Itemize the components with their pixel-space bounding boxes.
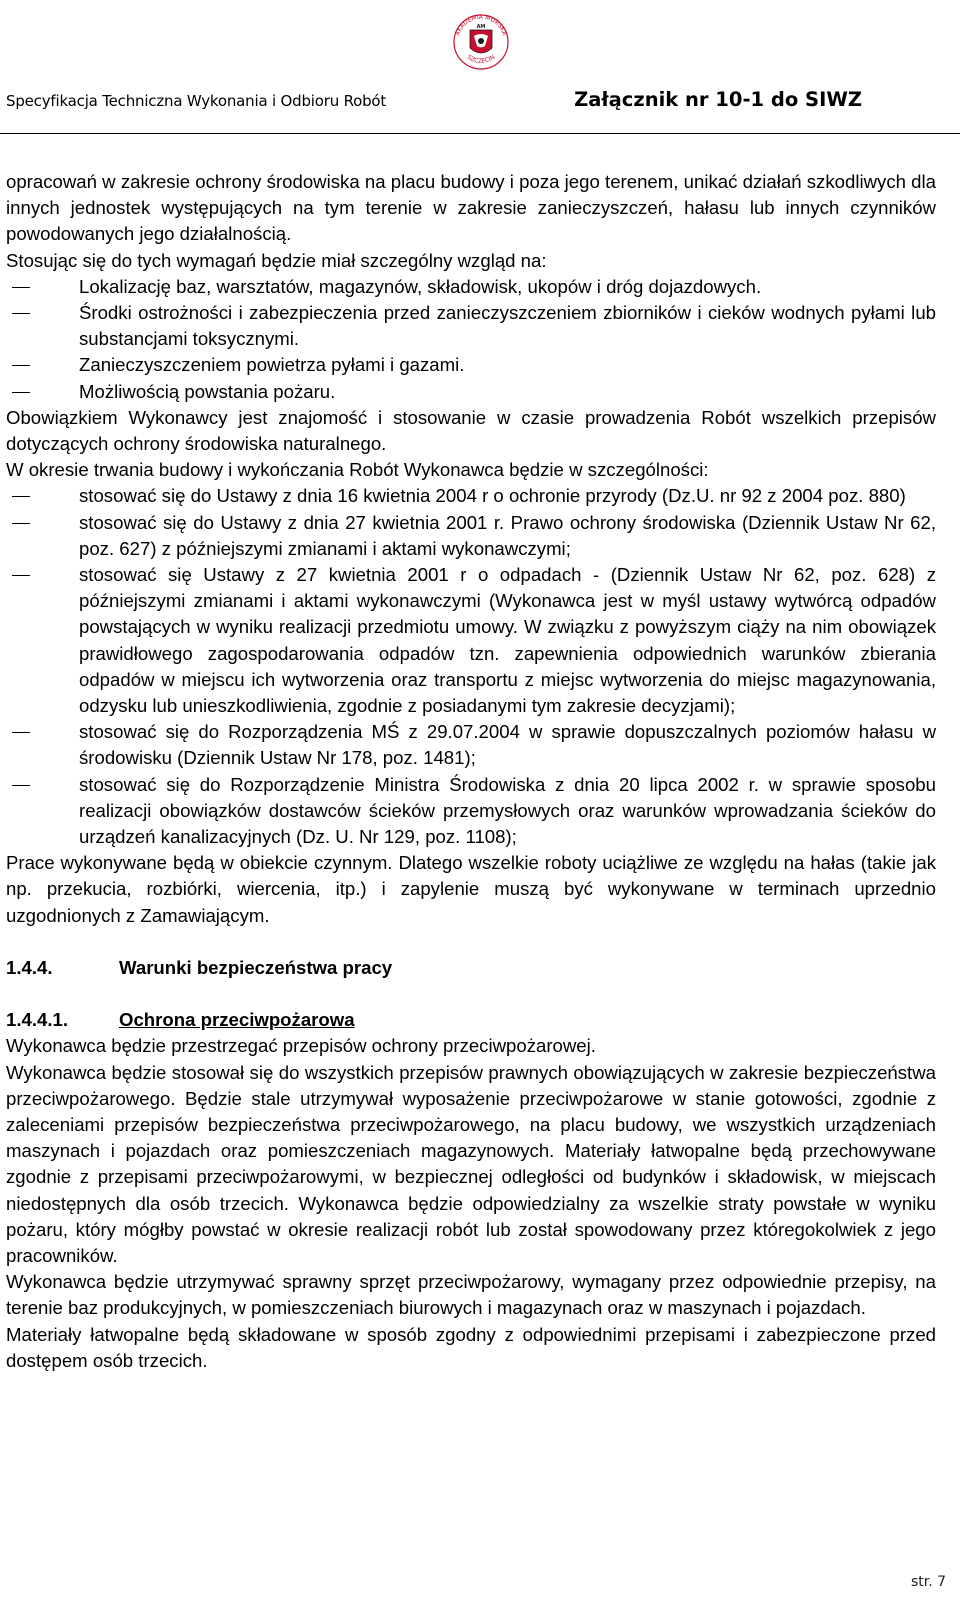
dash-bullet-icon (12, 392, 30, 393)
header-divider (0, 133, 960, 134)
document-title: Specyfikacja Techniczna Wykonania i Odbioru Robót (6, 92, 387, 110)
paragraph: opracowań w zakresie ochrony środowiska na placu budowy i poza jego terenem, unikać działań szkodliwych dla innych jednostek występujących na tym terenie w zakresie zanieczyszczeń, hałasu lub innych czynników powodowanych jego działalnością. (6, 171, 936, 245)
logo-ring-text: AKADEMIA MORSKA (454, 13, 508, 37)
regulations-list (6, 483, 936, 850)
requirements-list (6, 274, 936, 405)
list-item: stosować się do Rozporządzenia MŚ z 29.07.2004 w sprawie dopuszczalnych poziomów hałasu w środowisku (Dziennik Ustaw Nr 178, poz. 1481); (6, 719, 936, 771)
list-item: stosować się do Ustawy z dnia 16 kwietnia 2004 r o ochronie przyrody (Dz.U. nr 92 z 2004 poz. 880) (6, 483, 936, 509)
svg-text:AM: AM (476, 24, 486, 30)
paragraph: Wykonawca będzie utrzymywać sprawny sprzęt przeciwpożarowy, wymagany przez odpowiednie przepisy, na terenie baz produkcyjnych, w pomieszczeniach biurowych i magazynach oraz w maszynach i pojazdach. (6, 1271, 936, 1319)
section-heading (6, 955, 936, 981)
section-number: 1.4.4. (6, 956, 53, 978)
list-item: Zanieczyszczeniem powietrza pyłami i gazami. (6, 352, 936, 378)
subsection-title: Ochrona przeciwpożarowa (119, 1009, 355, 1031)
dash-bullet-icon (12, 523, 30, 524)
academy-logo (452, 2, 510, 78)
list-item: Możliwością powstania pożaru. (6, 379, 936, 405)
list-item: stosować się do Ustawy z dnia 27 kwietnia 2001 r. Prawo ochrony środowiska (Dziennik Ustaw Nr 62, poz. 627) z późniejszymi zmianami i aktami wykonawczymi; (6, 510, 936, 562)
dash-bullet-icon (12, 785, 30, 786)
paragraph: Stosując się do tych wymagań będzie miał szczególny wzgląd na: (6, 249, 547, 271)
paragraph: Wykonawca będzie przestrzegać przepisów ochrony przeciwpożarowej. (6, 1035, 596, 1057)
list-item: Lokalizację baz, warsztatów, magazynów, składowisk, ukopów i dróg dojazdowych. (6, 274, 936, 300)
svg-text:SZCZECIN: SZCZECIN (465, 53, 497, 65)
subsection-number: 1.4.4.1. (6, 1009, 69, 1031)
list-item: stosować się Ustawy z 27 kwietnia 2001 r o odpadach - (Dziennik Ustaw Nr 62, poz. 628) z późniejszymi zmianami i aktami wykonawczymi (Wykonawca jest w myśl ustawy wytwórcą odpadów powstających w wyniku realizacji przedmiotu umowy. W związku z powyższym ciąży na nim obowiązek prawidłowego zagospodarowania odpadów tzn. zapewnienia odpowiednich warunków zbierania odpadów w miejscu ich wytworzenia oraz transportu z miejsc wytworzenia do miejsc magazynowania, odzysku lub unieszkodliwienia, zgodnie z posiadanymi tym zakresie decyzjami); (6, 562, 936, 719)
list-item: Środki ostrożności i zabezpieczenia przed zanieczyszczeniem zbiorników i cieków wodnych pyłami lub substancjami toksycznymi. (6, 300, 936, 352)
dash-bullet-icon (12, 496, 30, 497)
paragraph: W okresie trwania budowy i wykończania Robót Wykonawca będzie w szczególności: (6, 459, 709, 481)
attachment-label: Załącznik nr 10-1 do SIWZ (574, 88, 862, 111)
subsection-heading (6, 1007, 936, 1033)
dash-bullet-icon (12, 732, 30, 733)
dash-bullet-icon (12, 575, 30, 576)
paragraph: Wykonawca będzie stosował się do wszystkich przepisów prawnych obowiązujących w zakresie bezpieczeństwa przeciwpożarowego. Będzie stale utrzymywał wyposażenie przeciwpożarowe w stanie gotowości, zgodnie z zaleceniami przepisów bezpieczeństwa przeciwpożarowego, na placu budowy, we wszystkich urządzeniach maszynach i pojazdach oraz pomieszczeniach magazynowych. Materiały łatwopalne będą przechowywane zgodnie z przepisami przeciwpożarowymi, w bezpiecznej odległości od budynków i składowisk, w miejscach niedostępnych dla osób trzecich. Wykonawca będzie odpowiedzialny za wszelkie straty powstałe w wyniku pożaru, który mógłby powstać w okresie realizacji robót lub został spowodowany przez któregokolwiek z jego pracowników. (6, 1061, 936, 1266)
dash-bullet-icon (12, 365, 30, 366)
paragraph: Prace wykonywane będą w obiekcie czynnym. Dlatego wszelkie roboty uciążliwe ze względu na hałas (takie jak np. przekucia, rozbiórki, wiercenia, itp.) i zapylenie muszą być wykonywane w terminach uprzednio uzgodnionych z Zamawiającym. (6, 852, 936, 926)
paragraph: Obowiązkiem Wykonawcy jest znajomość i stosowanie w czasie prowadzenia Robót wszelkich przepisów dotyczących ochrony środowiska naturalnego. (6, 406, 936, 455)
section-title: Warunki bezpieczeństwa pracy (119, 956, 393, 978)
document-body (6, 169, 936, 1374)
page-number: str. 7 (910, 1574, 946, 1590)
dash-bullet-icon (12, 287, 30, 288)
dash-bullet-icon (12, 313, 30, 314)
paragraph: Materiały łatwopalne będą składowane w sposób zgodny z odpowiednimi przepisami i zabezpieczone przed dostępem osób trzecich. (6, 1323, 936, 1371)
list-item: stosować się do Rozporządzenie Ministra Środowiska z dnia 20 lipca 2002 r. w sprawie sposobu realizacji obowiązków dostawców ścieków przemysłowych oraz warunków wprowadzania ścieków do urządzeń kanalizacyjnych (Dz. U. Nr 129, poz. 1108); (6, 772, 936, 851)
